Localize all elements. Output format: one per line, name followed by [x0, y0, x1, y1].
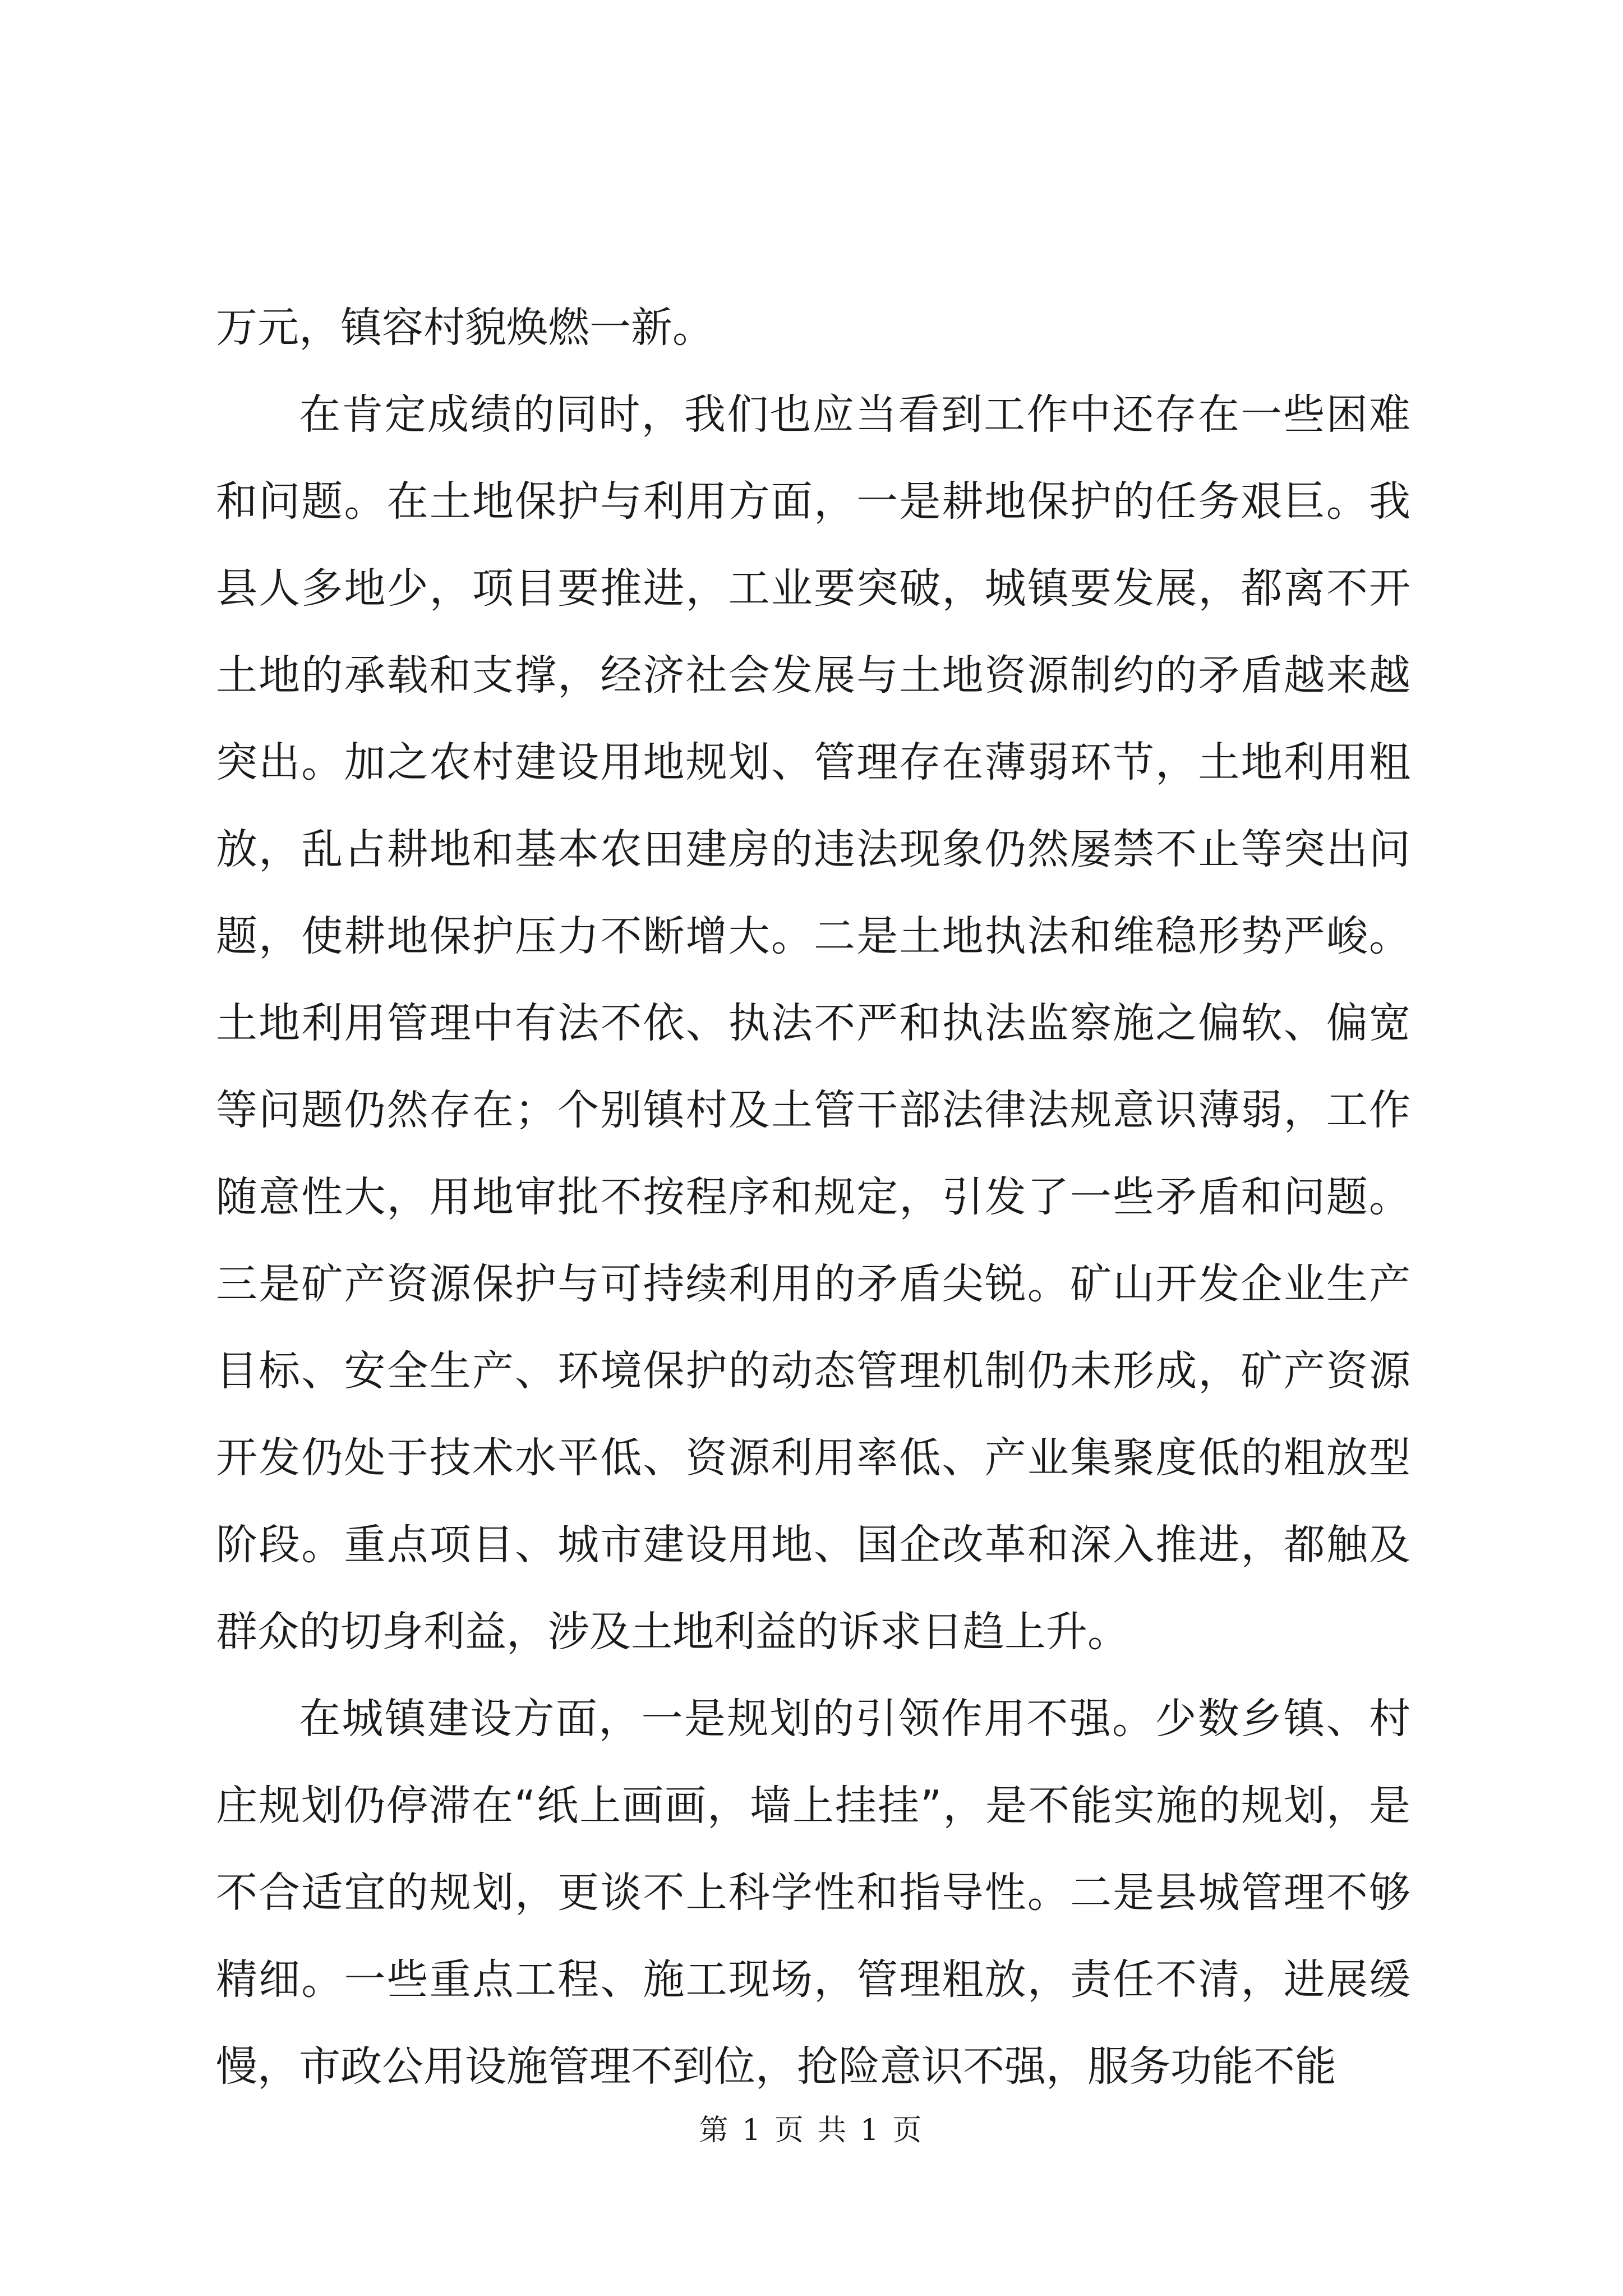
page-footer: 第 1 页 共 1 页: [699, 2114, 924, 2147]
paragraph-urban-construction: 在城镇建设方面，一是规划的引领作用不强。少数乡镇、村庄规划仍停滞在“纸上画画，墙上挂挂”，是不能实施的规划，是不合适宜的规划，更谈不上科学性和指导性。二是县城管理不够精细。一些重点工程、施工现场，管理粗放，责任不清，进展缓慢，市政公用设施管理不到位，抢险意识不强，服务功能不能: [216, 1695, 1410, 2091]
document-body: [216, 284, 1410, 2110]
paragraph-land-issues: 在肯定成绩的同时，我们也应当看到工作中还存在一些困难和问题。在土地保护与利用方面，一是耕地保护的任务艰巨。我县人多地少，项目要推进，工业要突破，城镇要发展，都离不开土地的承载和支撑，经济社会发展与土地资源制约的矛盾越来越突出。加之农村建设用地规划、管理存在薄弱环节，土地利用粗放，乱占耕地和基本农田建房的违法现象仍然屡禁不止等突出问题，使耕地保护压力不断增大。二是土地执法和维稳形势严峻。土地利用管理中有法不依、执法不严和执法监察施之偏软、偏宽等问题仍然存在；个别镇村及土管干部法律法规意识薄弱，工作随意性大，用地审批不按程序和规定，引发了一些矛盾和问题。三是矿产资源保护与可持续利用的矛盾尖锐。矿山开发企业生产目标、安全生产、环境保护的动态管理机制仍未形成，矿产资源开发仍处于技术水平低、资源利用率低、产业集聚度低的粗放型阶段。重点项目、城市建设用地、国企改革和深入推进，都触及群众的切身利益，涉及土地利益的诉求日趋上升。: [216, 390, 1410, 1656]
paragraph-continuation: 万元，镇容村貌焕燃一新。: [216, 303, 714, 352]
